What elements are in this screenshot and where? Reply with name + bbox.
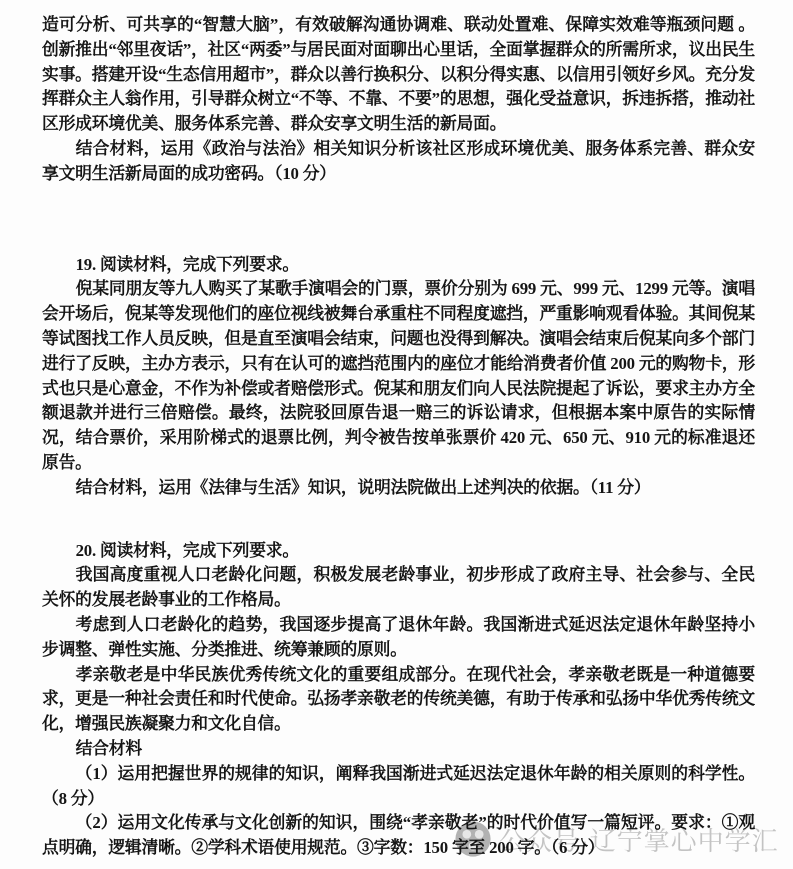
question-18-continuation: [42, 13, 755, 187]
q20-material-paragraph: 孝亲敬老是中华民族优秀传统文化的重要组成部分。在现代社会，孝亲敬老既是一种道德要求，更是一种社会责任和时代使命。弘扬孝亲敬老的传统美德，有助于传承和弘扬中华优秀传统文化，增强民族凝聚力和文化自信。: [42, 664, 755, 734]
q20-prompt: 结合材料: [75, 738, 142, 758]
question-19: [42, 253, 755, 501]
q18-question-text: 结合材料，运用《政治与法治》相关知识分析该社区形成环境优美、服务体系完善、群众安享文明生活新局面的成功密码。（10 分）: [42, 138, 755, 183]
watermark-text: 公众号·辽宁掌心中学汇: [499, 825, 779, 856]
q20-material-paragraph: 我国高度重视人口老龄化问题，积极发展老龄事业，初步形成了政府主导、社会参与、全民关怀的发展老龄事业的工作格局。: [42, 565, 755, 610]
q19-question-text: 结合材料，运用《法律与生活》知识，说明法院做出上述判决的依据。（11 分）: [75, 477, 651, 497]
q19-material-text: 倪某同朋友等九人购买了某歌手演唱会的门票，票价分别为 699 元、999 元、1299 元等。演唱会开场后，倪某等发现他们的座位视线被舞台承重柱不同程度遮挡，严重影响观看体验。其间倪某等试图找工作人员反映，但是直至演唱会结束，问题也没得到解决。演唱会结束后倪某向多个部门进行了反映，主办方表示，只有在认可的遮挡范围内的座位才能给消费者价值 200 元的购物卡，形式也只是心意金，不作为补偿或者赔偿形式。倪某和朋友们向人民法院提起了诉讼，要求主办方全额退款并进行三倍赔偿。最终，法院驳回原告退一赔三的诉讼请求，但根据本案中原告的实际情况，结合票价，采用阶梯式的退票比例，判令被告按单张票价 420 元、650 元、910 元的标准退还原告。: [42, 279, 755, 472]
document-content: [42, 13, 755, 861]
q20-sub-question-1: （1）运用把握世界的规律的知识，阐释我国渐进式延迟法定退休年龄的相关原则的科学性。（8 分）: [42, 763, 755, 808]
q19-heading: 19. 阅读材料，完成下列要求。: [75, 254, 299, 274]
q20-material-paragraph: 考虑到人口老龄化的趋势，我国逐步提高了退休年龄。我国渐进式延迟法定退休年龄坚持小步调整、弹性实施、分类推进、统筹兼顾的原则。: [42, 614, 755, 659]
q20-heading: 20. 阅读材料，完成下列要求。: [75, 540, 299, 560]
q18-material-text: 造可分析、可共享的“智慧大脑”，有效破解沟通协调难、联动处置难、保障实效难等瓶颈问题 。创新推出“邻里夜话”，社区“两委”与居民面对面聊出心里话，全面掌握群众的所需所求，议出民生实事。搭建开设“生态信用超市”，群众以善行换积分、以积分得实惠、以信用引领好乡风。充分发挥群众主人翁作用，引导群众树立“不等、不靠、不要”的思想，强化受益意识，拆违拆搭，推动社区形成环境优美、服务体系完善、群众安享文明生活的新局面。: [42, 15, 755, 134]
question-20: [42, 539, 755, 861]
q20-sub-question-2: （2）运用文化传承与文化创新的知识，围绕“孝亲敬老”的时代价值写一篇短评。要求：①观点明确，逻辑清晰。②学科术语使用规范。③字数：150 字至 200 字。（6 分）: [42, 813, 755, 858]
